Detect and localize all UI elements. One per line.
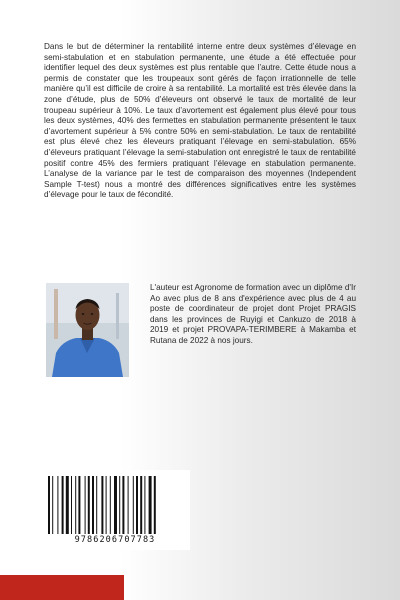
author-photo <box>46 283 129 377</box>
red-accent-bar <box>0 575 124 600</box>
barcode-bars <box>46 476 184 534</box>
abstract-text: Dans le but de déterminer la rentabilité interne entre deux systèmes d’élevage en semi-stabulation et en stabulation permanente, une étude a été effectuée pour identifier lequel des deux systèmes est plus rentable que l’autre. Cette étude nous a permis de constater que les troupeaux sont gérés de façon irrationnelle de telle manière qu’il est difficile de croire à sa rentabilité. La mortalité est très élevée dans la zone d’étude, plus de 50% d’éleveurs ont observé le taux de mortalité de leur troupeau supérieur à 10%. Le taux d’avortement est également plus élevé pour tous les deux systèmes, 40% des fermettes en stabulation permanente présentent le taux d’avortement supérieur à 5% contre 50% en semi-stabulation. Le taux de rentabilité est plus élevé chez les éleveurs pratiquant l’élevage en semi-stabulation. 65% d’éleveurs pratiquant l’élevage la semi-stabulation ont enregistré le taux de rentabilité positif contre 45% des fermiers pratiquant l’élevage en stabulation permanente. L’analyse de la variance par le test de comparaison des moyennes (Independent Sample T-test) nous a montré des différences significatives entre les systèmes d’élevage pour le taux de fécondité. <box>44 42 356 200</box>
isbn-number: 9786206707783 <box>74 535 156 545</box>
author-bio: L'auteur est Agronome de formation avec un diplôme d'Ir Ao avec plus de 8 ans d'expérience avec plus de 4 au poste de coordinateur de projet dont Projet PRAGIS dans les provinces de Ruyigi et Cankuzo de 2018 à 2019 et projet PROVAPA-TERIMBERE à Makamba et Rutana de 2022 à nos jours. <box>150 283 356 345</box>
isbn-barcode <box>40 470 190 550</box>
